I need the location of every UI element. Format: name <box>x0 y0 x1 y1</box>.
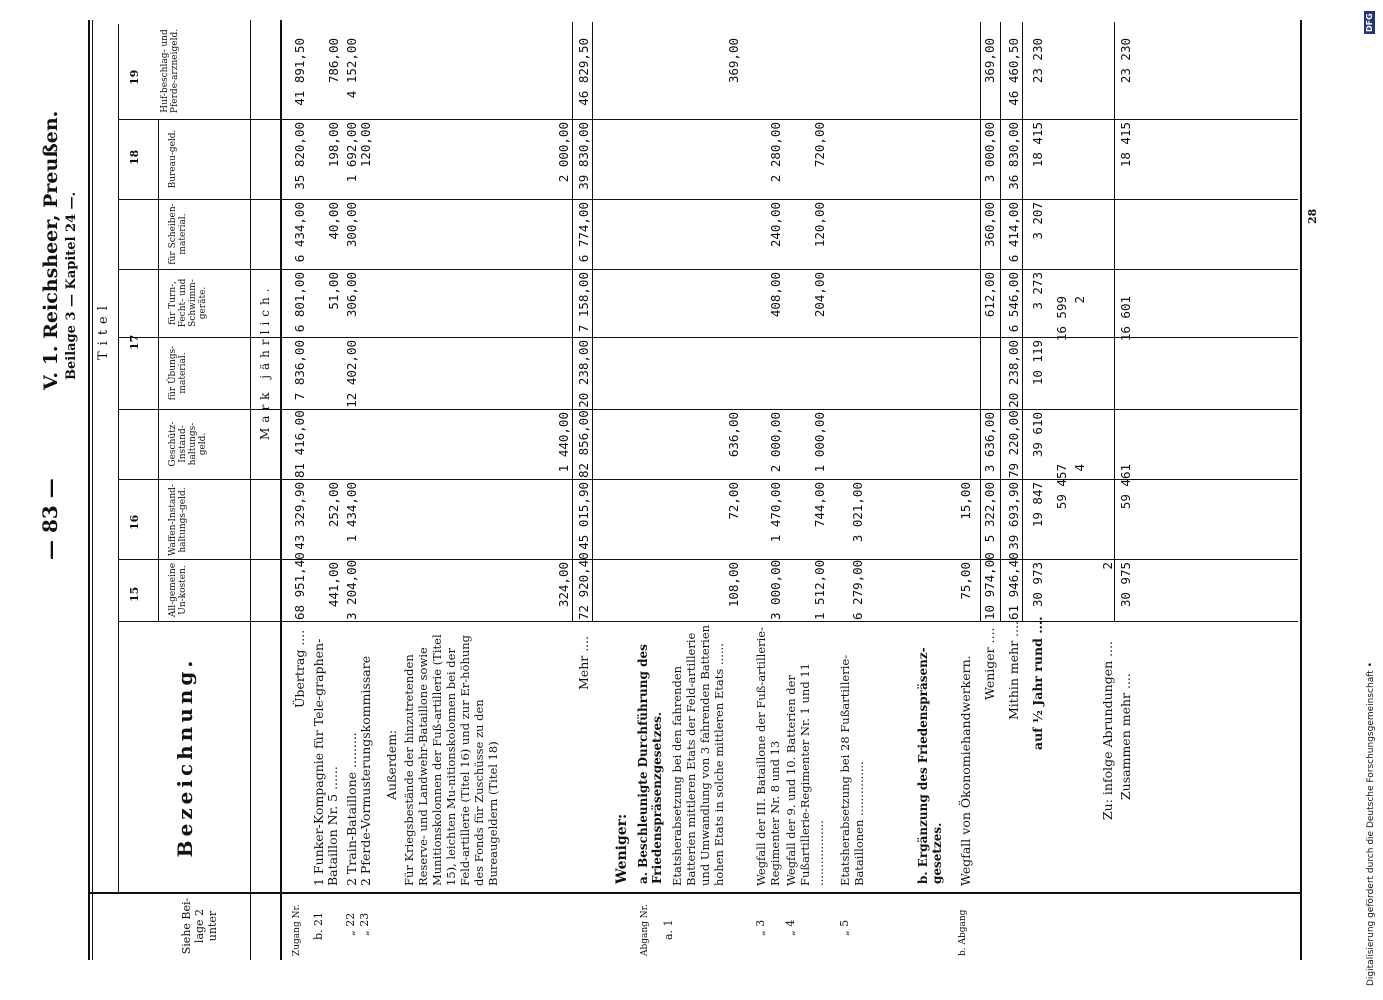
c16a-a3: 1 470,00 <box>768 482 783 543</box>
head-c17b: für Turn-, Fecht- und Schwimm-geräte. <box>168 278 208 328</box>
c17b-a4: 204,00 <box>812 272 827 318</box>
c15-a5: 6 279,00 <box>850 559 865 620</box>
c15-abrund: 2 <box>1100 562 1115 570</box>
c19-a1: 369,00 <box>726 38 741 84</box>
mehr-line-2 <box>592 22 593 622</box>
row-mehr: Mehr .... <box>576 635 591 690</box>
c16a-mithin: 39 693,90 <box>1006 482 1021 550</box>
col-head-bezeichnung: Bezeichnung. <box>173 656 197 858</box>
c17b-mehr: 7 158,00 <box>576 272 591 333</box>
hdr-line-2 <box>158 120 159 622</box>
c17b-weniger: 612,00 <box>982 272 997 318</box>
c18-funker: 198,00 <box>326 122 341 168</box>
c17-zusammen: 16 601 <box>1118 296 1133 342</box>
head-c16a: Waffen-Instand-haltungs-geld. <box>168 484 188 556</box>
c15-train: 3 204,00 <box>344 559 359 620</box>
c15-ausserdem: 324,00 <box>556 562 571 608</box>
ref-b21: b. 21 <box>312 911 325 940</box>
col-sep-18 <box>118 199 1298 200</box>
c16a-halbjahr: 19 847 <box>1030 482 1045 528</box>
c17-combined: 16 599 <box>1054 296 1069 342</box>
c16b-a3: 2 000,00 <box>768 412 783 473</box>
mithin-line <box>1000 22 1001 622</box>
c17b-funker: 51,00 <box>326 272 341 310</box>
c17c-halbjahr: 3 207 <box>1030 202 1045 240</box>
col-sep-siehe <box>90 892 1300 894</box>
c16-combined: 59 457 <box>1054 464 1069 510</box>
page-subtitle: Beilage 3 — Kapitel 24 —. <box>64 191 79 380</box>
row-weniger: Weniger .... <box>982 627 997 700</box>
c15-a3: 3 000,00 <box>768 559 783 620</box>
c15-a1: 108,00 <box>726 562 741 608</box>
c16b-mehr: 82 856,00 <box>576 410 591 478</box>
ref-a3: „ 3 <box>754 919 767 936</box>
row-mithin: Mithin mehr .... <box>1006 620 1021 720</box>
c19-halbjahr: 23 230 <box>1030 38 1045 84</box>
c17a-halbjahr: 10 119 <box>1030 340 1045 386</box>
c19-train: 4 152,00 <box>344 38 359 99</box>
c16b-uebertrag: 81 416,00 <box>292 410 307 478</box>
c18-weniger: 3 000,00 <box>982 122 997 183</box>
top-rule <box>88 20 90 960</box>
bottom-rule <box>1300 20 1302 960</box>
zusammen-line <box>1114 22 1115 622</box>
ref-a4: „ 4 <box>784 919 797 936</box>
row-weniger-head: Weniger: <box>614 813 630 884</box>
hdr-line-1 <box>118 24 119 894</box>
dfg-badge: DFG <box>1365 13 1374 32</box>
c19-uebertrag: 41 891,50 <box>292 38 307 106</box>
c15-funker: 441,00 <box>326 562 341 608</box>
c18-mehr: 39 830,00 <box>576 122 591 190</box>
c19-zusammen: 23 230 <box>1118 38 1133 84</box>
col-sep-15 <box>118 621 1298 622</box>
c17-abrund: 2 <box>1072 296 1087 304</box>
c16a-uebertrag: 43 329,90 <box>292 482 307 550</box>
ref-zugang: Zugang Nr. <box>292 904 302 956</box>
col-sep-19 <box>118 119 1298 120</box>
ref-a1: a. 1 <box>662 919 675 940</box>
halbjahr-line <box>1022 22 1023 622</box>
c18-train: 1 692,00 <box>344 122 359 183</box>
c16-zusammen: 59 461 <box>1118 464 1133 510</box>
hdr-line-4 <box>280 20 282 960</box>
side-page-number: 28 <box>1306 208 1319 224</box>
c15-mithin: 61 946,40 <box>1006 552 1021 620</box>
head-17: 17 <box>128 334 141 350</box>
c17b-uebertrag: 6 801,00 <box>292 272 307 333</box>
c18-uebertrag: 35 820,00 <box>292 122 307 190</box>
c17c-a3: 240,00 <box>768 202 783 248</box>
c17a-train: 12 402,00 <box>344 340 359 408</box>
c15-weniger: 10 974,00 <box>982 552 997 620</box>
col-head-siehe: Siehe Bei-lage 2 unter <box>180 897 219 955</box>
c19-funker: 786,00 <box>326 38 341 84</box>
col-sep-17c <box>118 269 1298 270</box>
c16b-ausserdem: 1 440,00 <box>556 412 571 473</box>
page-number: — 83 — <box>38 478 62 560</box>
titel-label: Titel <box>96 300 111 360</box>
head-c15: All-gemeine Un-kosten. <box>168 562 188 618</box>
c18-pferde: 120,00 <box>358 122 373 168</box>
head-18: 18 <box>128 149 141 165</box>
c18-a4: 720,00 <box>812 122 827 168</box>
page-title: V. 1. Reichsheer, Preußen. <box>40 110 62 390</box>
head-c17c: für Scheiben-material. <box>168 203 188 265</box>
row-train: 2 Train-Bataillone ......... <box>344 732 359 886</box>
c16b-a1: 636,00 <box>726 412 741 458</box>
row-a5-text: Etatsherabsetzung bei 28 Fußartillerie-Bataillonen ............... <box>838 654 866 886</box>
c16a-a1: 72,00 <box>726 482 741 520</box>
c15-mehr: 72 920,40 <box>576 552 591 620</box>
c15-uebertrag: 68 951,40 <box>292 552 307 620</box>
ref-23: „ 23 <box>358 912 371 936</box>
c18-halbjahr: 18 415 <box>1030 122 1045 168</box>
row-b-text: Wegfall von Ökonomiehandwerkern. <box>958 655 973 886</box>
c17c-uebertrag: 6 434,00 <box>292 202 307 263</box>
c16-abrund: 4 <box>1072 464 1087 472</box>
c17c-funker: 40,00 <box>326 202 341 240</box>
c15-halbjahr: 30 973 <box>1030 562 1045 608</box>
head-c18: Bureau-geld. <box>168 129 178 189</box>
c17c-mehr: 6 774,00 <box>576 202 591 263</box>
c16b-mithin: 79 220,00 <box>1006 410 1021 478</box>
row-a4-text: Wegfall der 9. und 10. Batterien der Fußartillerie-Regimenter Nr. 1 und 11 .................. <box>784 663 826 886</box>
mehr-line <box>572 22 573 622</box>
c19-mehr: 46 829,50 <box>576 38 591 106</box>
mark-label: Mark jährlich. <box>258 283 272 440</box>
c18-mithin: 36 830,00 <box>1006 122 1021 190</box>
hdr-line-3 <box>250 20 251 960</box>
row-a-head: a. Beschleunigte Durchführung des Friedenspräsenzgesetzes. <box>636 644 664 884</box>
digitization-note: Digitalisierung gefördert durch die Deutsche Forschungsgemeinschaft • <box>1366 662 1376 986</box>
c17c-a4: 120,00 <box>812 202 827 248</box>
ref-22: „ 22 <box>344 912 357 936</box>
c19-mithin: 46 460,50 <box>1006 38 1021 106</box>
c17b-mithin: 6 546,00 <box>1006 272 1021 333</box>
head-c17a: für Übungs-material. <box>168 345 188 401</box>
row-a3-text: Wegfall der III. Bataillone der Fuß-artillerie-Regimenter Nr. 8 und 13 <box>754 627 782 886</box>
c17c-weniger: 360,00 <box>982 202 997 248</box>
row-b-head: b. Ergänzung des Friedenspräsenz-gesetzes. <box>916 647 944 884</box>
row-a1-text: Etatsherabsetzung bei den fahrenden Batterien mittleren Etats der Feld-artillerie und Umwandlung von 3 fahrenden Batterien hohen Etats in solche mittleren Etats ...... <box>670 624 726 886</box>
c16a-a5: 3 021,00 <box>850 482 865 543</box>
c19-weniger: 369,00 <box>982 38 997 84</box>
c16b-halbjahr: 39 610 <box>1030 412 1045 458</box>
ref-a5: „ 5 <box>838 919 851 936</box>
row-ausserdem-head: Außerdem: <box>384 729 399 800</box>
head-15: 15 <box>128 586 141 602</box>
c17b-a3: 408,00 <box>768 272 783 318</box>
c18-a3: 2 280,00 <box>768 122 783 183</box>
c18-zusammen: 18 415 <box>1118 122 1133 168</box>
c17a-mithin: 20 238,00 <box>1006 340 1021 408</box>
c16b-weniger: 3 636,00 <box>982 412 997 473</box>
c17c-train: 300,00 <box>344 202 359 248</box>
row-ausserdem-text: Für Kriegsbestände der hinzutretenden Reserve- und Landwehr-Bataillone sowie Munitionskolonnen der Fuß-artillerie (Titel 15), leichten Mu-nitionskolonnen bei der Feld-artillerie (Titel 16) und zur Er-höhung des Fonds für Zuschüsse zu den Bureaugeldern (Titel 18) <box>402 634 500 886</box>
head-c16b: Geschütz-Instand-haltungs-geld. <box>168 421 208 467</box>
row-pferde: 2 Pferde-Vormusterungskommissare <box>358 655 373 886</box>
c16a-a4: 744,00 <box>812 482 827 528</box>
row-halbjahr: auf ½ Jahr rund .... <box>1030 616 1045 750</box>
c16a-funker: 252,00 <box>326 482 341 528</box>
c16a-b: 15,00 <box>958 482 973 520</box>
weniger-line <box>980 22 981 622</box>
c16a-weniger: 5 322,00 <box>982 482 997 543</box>
c16a-mehr: 45 015,90 <box>576 482 591 550</box>
c17a-uebertrag: 7 836,00 <box>292 340 307 401</box>
c17a-mehr: 20 238,00 <box>576 340 591 408</box>
c16a-train: 1 434,00 <box>344 482 359 543</box>
c18-ausserdem: 2 000,00 <box>556 122 571 183</box>
c15-zusammen: 30 975 <box>1118 562 1133 608</box>
ref-b-abgang: b. Abgang <box>958 909 968 956</box>
head-19: 19 <box>128 69 141 85</box>
head-16: 16 <box>128 514 141 530</box>
row-funker: 1 Funker-Kompagnie für Tele-graphen-Bataillon Nr. 5 ...... <box>311 638 340 886</box>
row-abrund: Zu: infolge Abrundungen .... <box>1100 640 1115 820</box>
c15-b: 75,00 <box>958 562 973 600</box>
c17c-mithin: 6 414,00 <box>1006 202 1021 263</box>
ref-abgang: Abgang Nr. <box>640 904 650 956</box>
head-c19: Huf-beschlag- und Pferde-arzneigeld. <box>160 28 180 114</box>
c15-a4: 1 512,00 <box>812 559 827 620</box>
c16b-a4: 1 000,00 <box>812 412 827 473</box>
c17b-halbjahr: 3 273 <box>1030 272 1045 310</box>
row-zusammen: Zusammen mehr .... <box>1118 673 1133 800</box>
top-rule-2 <box>92 20 93 960</box>
c17b-train: 306,00 <box>344 272 359 318</box>
row-uebertrag: Übertrag .... <box>292 629 307 708</box>
